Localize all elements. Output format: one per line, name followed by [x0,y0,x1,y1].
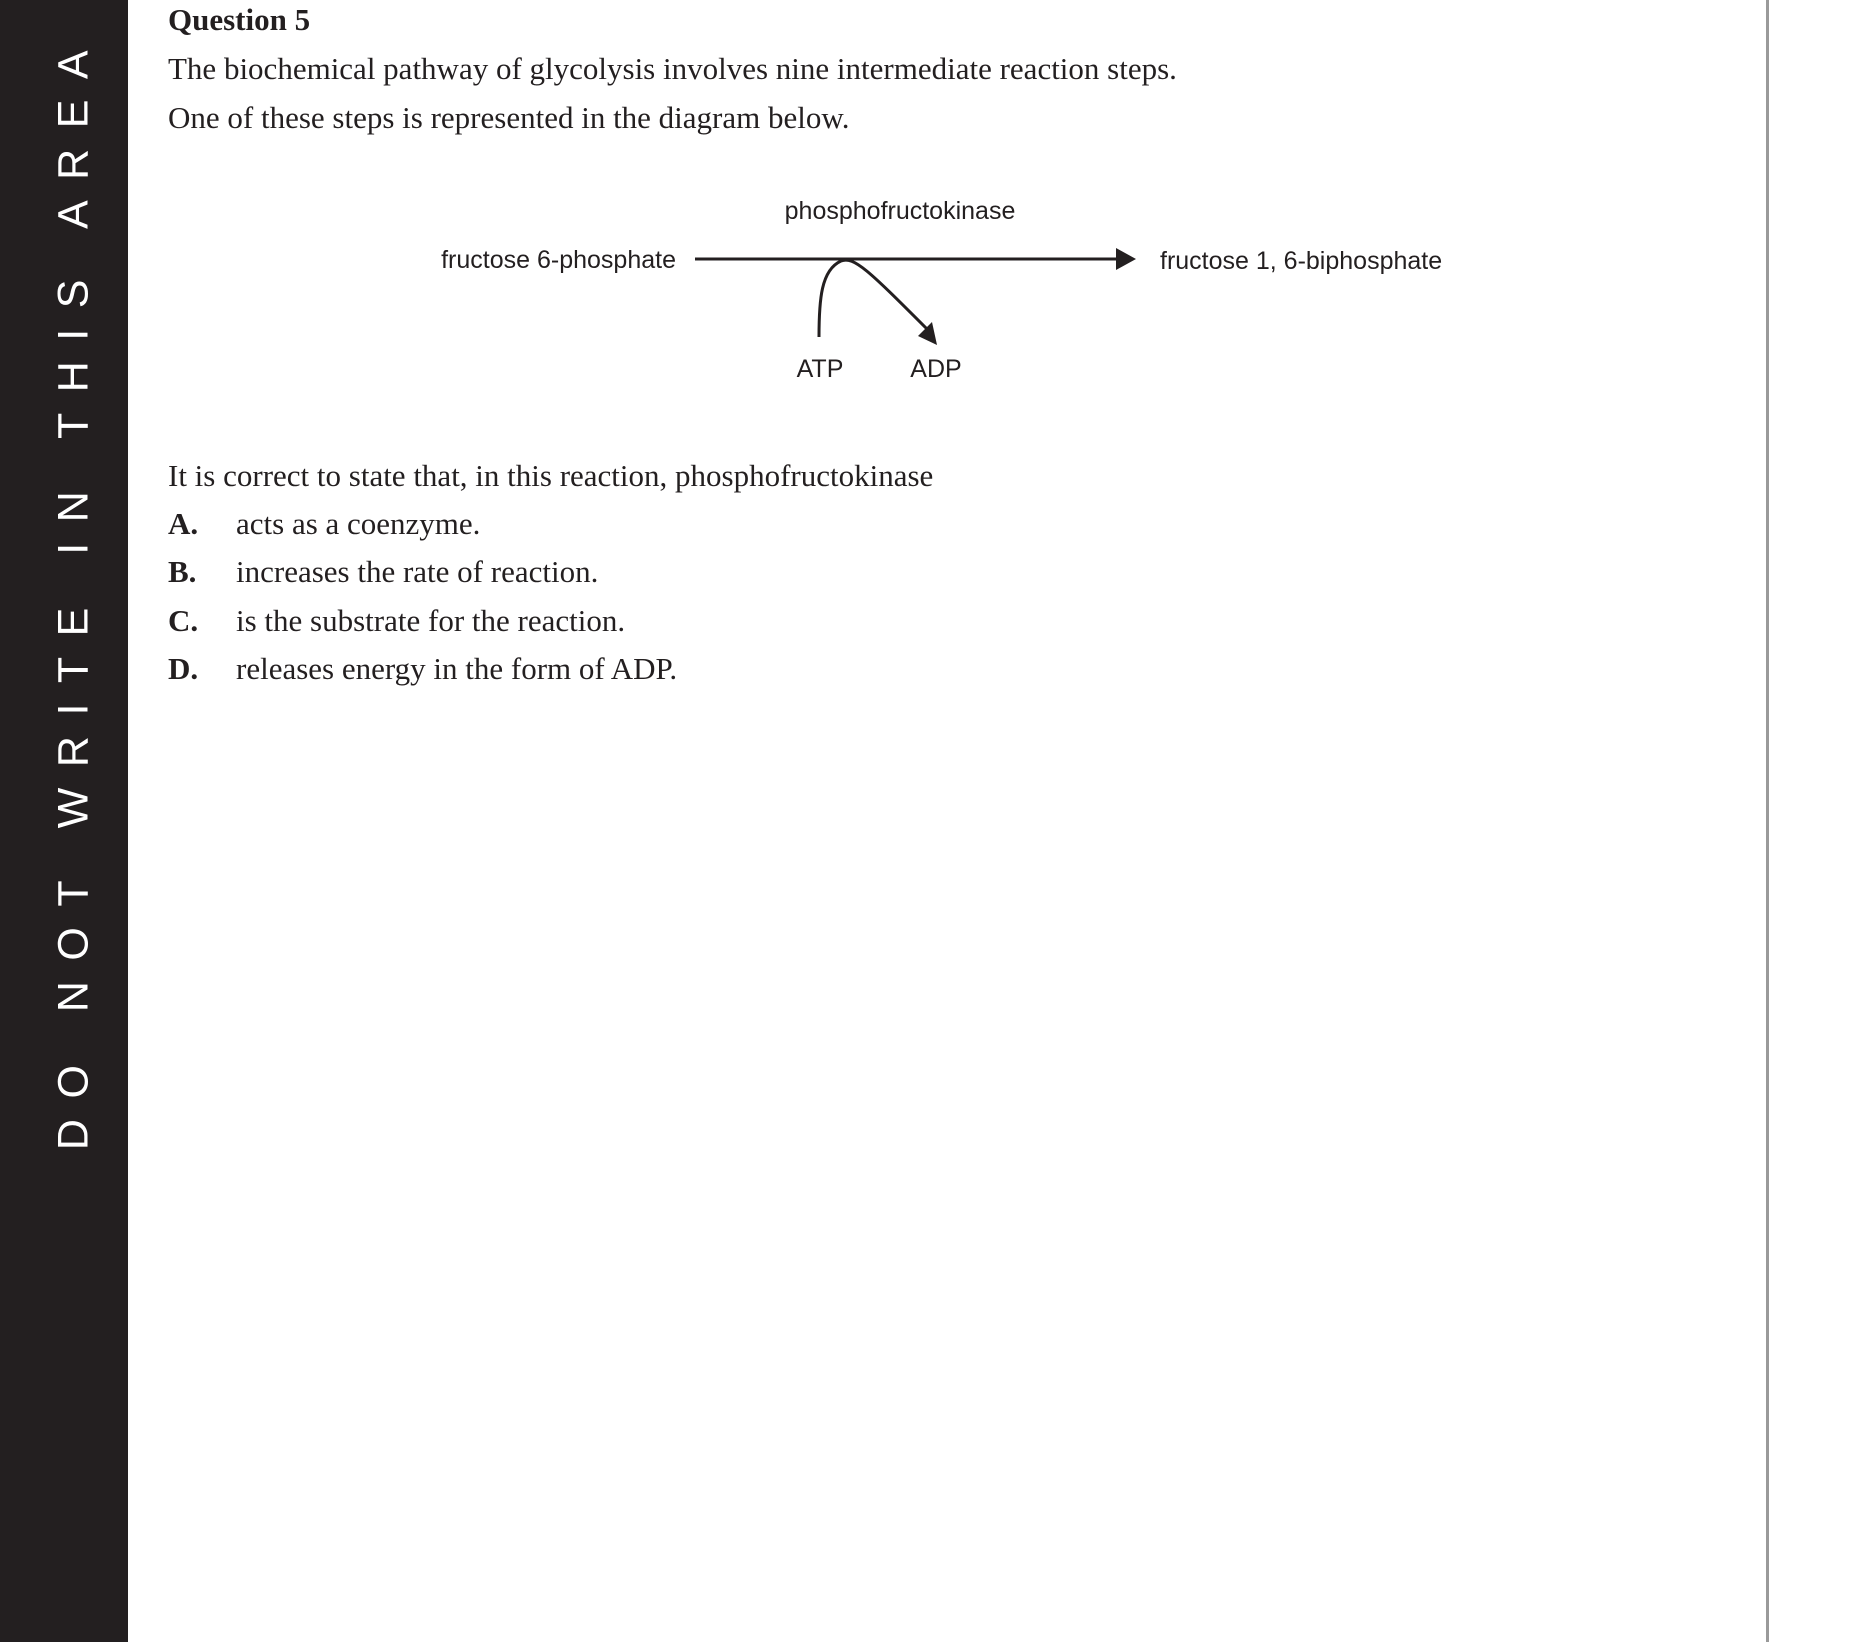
intro-line-2: One of these steps is represented in the diagram below. [168,100,850,135]
option-text: releases energy in the form of ADP. [236,651,678,686]
product-label: fructose 1, 6-biphosphate [1160,247,1443,275]
adp-label: ADP [910,355,962,383]
reactant-label: fructose 6-phosphate [441,246,676,274]
option-letter: C. [168,603,199,638]
option-text: is the substrate for the reaction. [236,603,626,638]
enzyme-label: phosphofructokinase [784,197,1016,225]
option-text: increases the rate of reaction. [236,554,599,589]
atp-label: ATP [796,355,844,383]
right-margin-rule [1766,0,1769,1642]
question-title: Question 5 [168,2,311,37]
option-letter: D. [168,651,199,686]
option-text: acts as a coenzyme. [236,506,481,541]
reaction-arrowhead [1116,248,1136,270]
atp-adp-curve [819,260,928,337]
margin-warning-text: DO NOT WRITE IN THIS AREA [49,29,98,1151]
intro-line-1: The biochemical pathway of glycolysis involves nine intermediate reaction steps. [168,51,1177,86]
option-letter: A. [168,506,199,541]
adp-arrowhead [918,322,937,345]
option-letter: B. [168,554,197,589]
reaction-diagram [168,0,1728,400]
margin-bar [0,0,128,1642]
question-stem: It is correct to state that, in this reaction, phosphofructokinase [168,458,934,493]
